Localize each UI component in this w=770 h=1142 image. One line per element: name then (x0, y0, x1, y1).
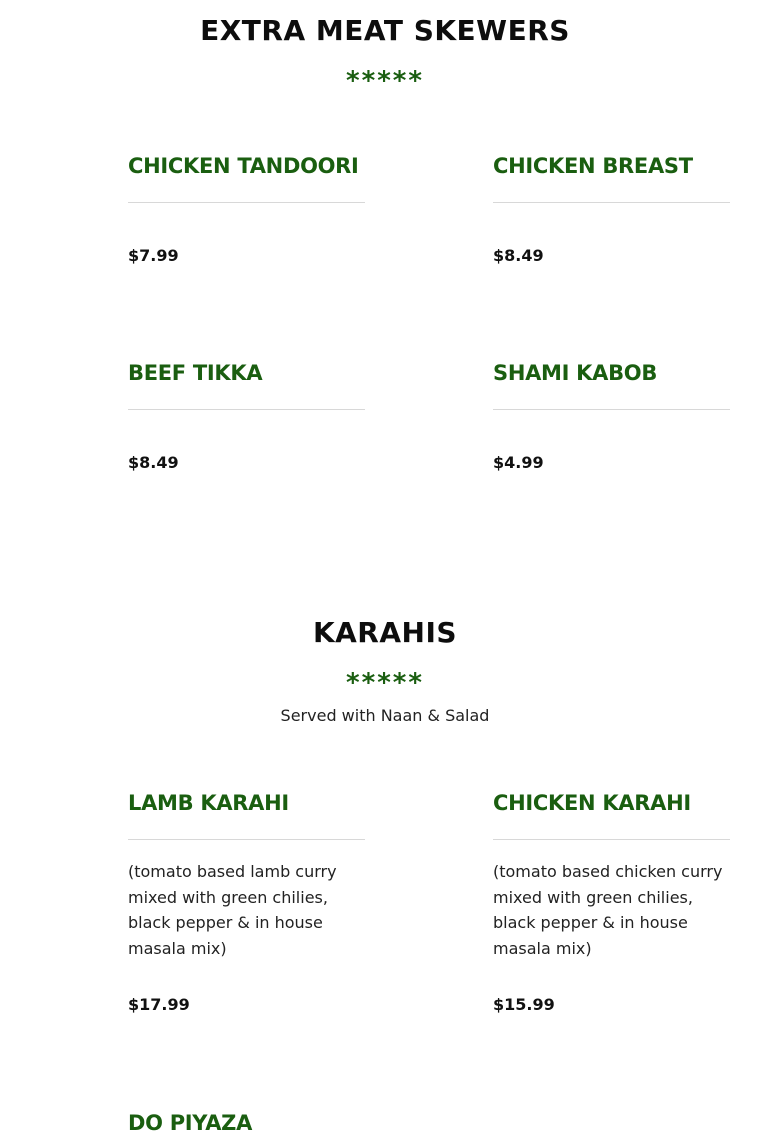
section-title: KARAHIS (312, 616, 458, 649)
item-description: (tomato based chicken curry mixed with green chilies, black pepper & in house masala mix) (493, 862, 723, 959)
item-name: LAMB KARAHI (128, 791, 289, 815)
item-divider (493, 839, 730, 840)
menu-item-chicken-breast (493, 152, 730, 265)
item-price: $17.99 (128, 995, 190, 1014)
item-name: BEEF TIKKA (128, 361, 263, 385)
item-name: DO PIYAZA (128, 1111, 253, 1135)
item-name: CHICKEN TANDOORI (128, 154, 359, 178)
item-price: $4.99 (493, 453, 544, 472)
item-name: SHAMI KABOB (493, 361, 658, 385)
item-name: CHICKEN BREAST (493, 154, 693, 178)
section-title: EXTRA MEAT SKEWERS (200, 14, 570, 47)
item-divider (128, 202, 365, 203)
item-divider (493, 202, 730, 203)
menu-item-shami-kabob (493, 359, 730, 472)
item-name: CHICKEN KARAHI (493, 791, 691, 815)
item-price: $8.49 (493, 246, 544, 265)
stars-divider: ***** (346, 66, 424, 96)
item-price: $15.99 (493, 995, 555, 1014)
item-divider (493, 409, 730, 410)
menu-item-chicken-tandoori (128, 152, 365, 265)
item-price: $7.99 (128, 246, 179, 265)
item-price: $8.49 (128, 453, 179, 472)
menu-item-lamb-karahi (128, 789, 365, 1014)
menu-item-do-piyaza (128, 1109, 365, 1137)
stars-divider: ***** (346, 668, 424, 698)
section-subtitle: Served with Naan & Salad (280, 706, 490, 725)
menu-item-beef-tikka (128, 359, 365, 472)
item-divider (128, 839, 365, 840)
menu-item-chicken-karahi (493, 789, 730, 1014)
item-divider (128, 409, 365, 410)
item-description: (tomato based lamb curry mixed with green chilies, black pepper & in house masala mix) (128, 862, 337, 959)
